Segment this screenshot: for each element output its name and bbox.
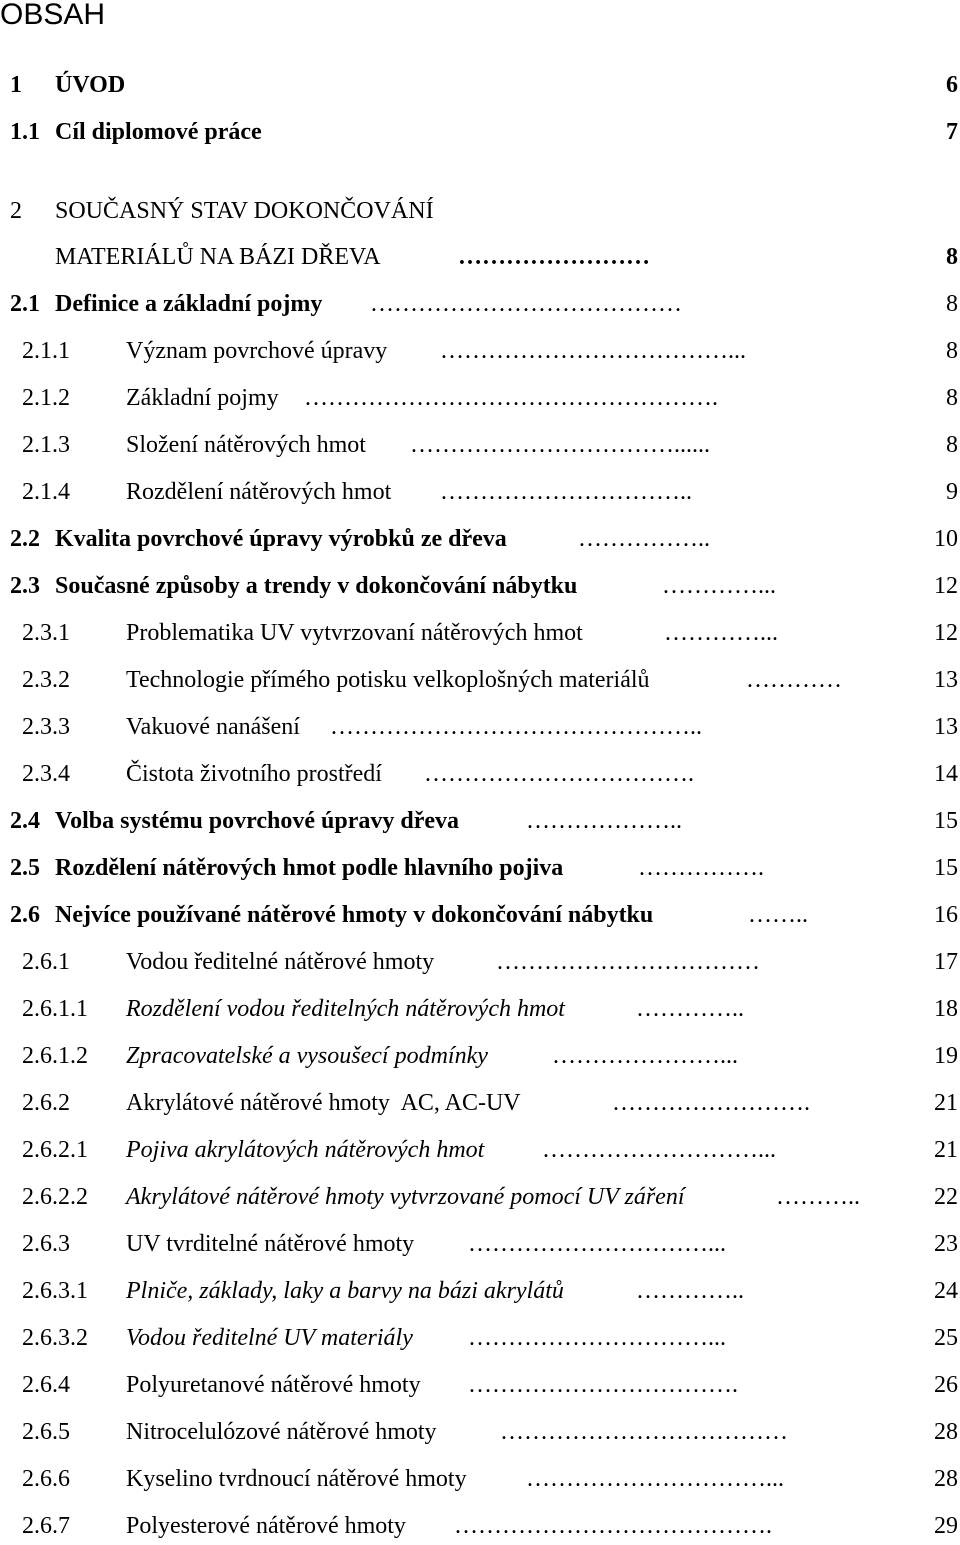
toc-entry-page: 26 bbox=[934, 1372, 958, 1398]
toc-entry-page: 6 bbox=[946, 72, 958, 98]
toc-entry-page: 8 bbox=[946, 338, 958, 364]
toc-entry-leader: ……………………………… bbox=[500, 1419, 788, 1445]
toc-entry-page: 12 bbox=[934, 573, 958, 599]
toc-entry[interactable] bbox=[0, 381, 960, 415]
toc-entry-number: 2.6.2.2 bbox=[22, 1184, 88, 1210]
toc-entry-title: Rozdělení vodou ředitelných nátěrových hmot bbox=[126, 996, 565, 1022]
toc-entry[interactable] bbox=[0, 569, 960, 603]
toc-entry-page: 25 bbox=[934, 1325, 958, 1351]
toc-entry-title: Základní pojmy bbox=[126, 385, 279, 411]
toc-entry[interactable] bbox=[0, 334, 960, 368]
toc-entry-number: 2.6.3.1 bbox=[22, 1278, 88, 1304]
toc-entry-number: 2 bbox=[10, 198, 22, 224]
toc-entry-leader: …………... bbox=[662, 573, 776, 599]
toc-entry[interactable] bbox=[0, 1274, 960, 1308]
toc-entry-page: 9 bbox=[946, 479, 958, 505]
toc-entry[interactable] bbox=[0, 898, 960, 932]
toc-entry-leader: ………………………….. bbox=[440, 479, 692, 505]
toc-entry-title: Vodou ředitelné nátěrové hmoty bbox=[126, 949, 435, 975]
toc-entry-leader: …………………………... bbox=[468, 1231, 726, 1257]
toc-entry-page: 28 bbox=[934, 1419, 958, 1445]
toc-entry-page: 14 bbox=[934, 761, 958, 787]
toc-entry-leader: ……………………………………….. bbox=[330, 714, 702, 740]
toc-entry[interactable] bbox=[0, 115, 960, 149]
toc-entry[interactable] bbox=[0, 522, 960, 556]
toc-entry-page: 8 bbox=[946, 432, 958, 458]
toc-entry[interactable] bbox=[0, 992, 960, 1026]
toc-entry-number: 2.2 bbox=[10, 526, 40, 552]
toc-entry-leader: ……………. bbox=[638, 855, 764, 881]
toc-entry-leader: …………….. bbox=[578, 526, 710, 552]
toc-entry[interactable] bbox=[0, 1415, 960, 1449]
toc-entry-leader: ………………………………... bbox=[440, 338, 746, 364]
toc-entry-title: Zpracovatelské a vysoušecí podmínky bbox=[126, 1043, 488, 1069]
toc-entry-leader: ………….. bbox=[636, 1278, 744, 1304]
toc-entry-title: Složení nátěrových hmot bbox=[126, 432, 366, 458]
toc-entry-leader: …………………………………. bbox=[454, 1513, 772, 1539]
toc-entry-leader: …………………... bbox=[552, 1043, 738, 1069]
toc-entry-number: 2.1.1 bbox=[22, 338, 70, 364]
toc-entry-leader: ……….. bbox=[776, 1184, 860, 1210]
toc-entry[interactable] bbox=[0, 757, 960, 791]
toc-entry-leader: ……………………………. bbox=[468, 1372, 738, 1398]
toc-entry-title: Akrylátové nátěrové hmoty vytvrzované pomocí UV záření bbox=[126, 1184, 685, 1210]
toc-entry[interactable] bbox=[0, 1227, 960, 1261]
toc-entry-number: 2.3.3 bbox=[22, 714, 70, 740]
toc-entry-number: 2.3 bbox=[10, 573, 40, 599]
toc-entry-title: Nejvíce používané nátěrové hmoty v dokončování nábytku bbox=[55, 902, 654, 928]
toc-entry-leader: ……………………. bbox=[612, 1090, 810, 1116]
toc-entry-title: Problematika UV vytvrzovaní nátěrových hmot bbox=[126, 620, 583, 646]
toc-entry-title: Současné způsoby a trendy v dokončování nábytku bbox=[55, 573, 578, 599]
toc-entry[interactable] bbox=[0, 1133, 960, 1167]
toc-entry-title: MATERIÁLŮ NA BÁZI DŘEVA bbox=[55, 244, 381, 270]
toc-entry[interactable] bbox=[0, 663, 960, 697]
toc-entry-title: Polyesterové nátěrové hmoty bbox=[126, 1513, 406, 1539]
toc-entry-leader: …………………………... bbox=[468, 1325, 726, 1351]
toc-entry-number: 2.6.5 bbox=[22, 1419, 70, 1445]
toc-entry-title: Vodou ředitelné UV materiály bbox=[126, 1325, 413, 1351]
toc-entry-page: 8 bbox=[946, 244, 958, 270]
toc-entry-title: UV tvrditelné nátěrové hmoty bbox=[126, 1231, 415, 1257]
toc-entry-title: Kyselino tvrdnoucí nátěrové hmoty bbox=[126, 1466, 467, 1492]
toc-entry-page: 16 bbox=[934, 902, 958, 928]
toc-entry-number: 2.6.1.1 bbox=[22, 996, 88, 1022]
toc-entry-page: 13 bbox=[934, 714, 958, 740]
toc-entry-leader: …………………………... bbox=[526, 1466, 784, 1492]
toc-entry[interactable] bbox=[0, 1039, 960, 1073]
toc-entry-title: Pojiva akrylátových nátěrových hmot bbox=[126, 1137, 485, 1163]
toc-entry-number: 2.6 bbox=[10, 902, 40, 928]
toc-entry[interactable] bbox=[0, 428, 960, 462]
toc-entry[interactable] bbox=[0, 1368, 960, 1402]
toc-entry[interactable] bbox=[0, 1321, 960, 1355]
toc-entry-page: 8 bbox=[946, 291, 958, 317]
toc-entry-leader: ………… bbox=[746, 667, 842, 693]
toc-entry-page: 28 bbox=[934, 1466, 958, 1492]
toc-entry-number: 2.6.2.1 bbox=[22, 1137, 88, 1163]
toc-entry-page: 12 bbox=[934, 620, 958, 646]
toc-entry[interactable] bbox=[0, 851, 960, 885]
toc-entry-page: 7 bbox=[946, 119, 958, 145]
toc-entry-page: 18 bbox=[934, 996, 958, 1022]
toc-entry-title: Akrylátové nátěrové hmoty AC, AC-UV bbox=[126, 1090, 521, 1116]
toc-entry-title: Polyuretanové nátěrové hmoty bbox=[126, 1372, 421, 1398]
toc-entry-leader: …….. bbox=[748, 902, 808, 928]
toc-entry-page: 15 bbox=[934, 855, 958, 881]
toc-entry-title: Technologie přímého potisku velkoplošných materiálů bbox=[126, 667, 650, 693]
toc-entry[interactable] bbox=[0, 616, 960, 650]
toc-entry-number: 2.1 bbox=[10, 291, 40, 317]
toc-entry[interactable] bbox=[0, 287, 960, 321]
toc-entry-title: SOUČASNÝ STAV DOKONČOVÁNÍ bbox=[55, 198, 434, 224]
toc-entry[interactable] bbox=[0, 68, 960, 102]
toc-entry-title: Volba systému povrchové úpravy dřeva bbox=[55, 808, 460, 834]
toc-entry-title: Význam povrchové úpravy bbox=[126, 338, 388, 364]
toc-entry-number: 2.3.1 bbox=[22, 620, 70, 646]
toc-entry[interactable] bbox=[0, 194, 960, 228]
toc-entry-title: Nitrocelulózové nátěrové hmoty bbox=[126, 1419, 437, 1445]
toc-entry-number: 2.6.6 bbox=[22, 1466, 70, 1492]
toc-entry-page: 22 bbox=[934, 1184, 958, 1210]
toc-entry-leader: …………………………… bbox=[496, 949, 760, 975]
toc-entry-number: 1 bbox=[10, 72, 22, 98]
toc-entry-number: 2.6.3 bbox=[22, 1231, 70, 1257]
toc-entry-page: 29 bbox=[934, 1513, 958, 1539]
toc-entry-number: 2.6.7 bbox=[22, 1513, 70, 1539]
toc-entry[interactable] bbox=[0, 710, 960, 744]
toc-entry-title: Čistota životního prostředí bbox=[126, 761, 382, 787]
toc-entry-page: 13 bbox=[934, 667, 958, 693]
toc-entry[interactable] bbox=[0, 240, 960, 274]
toc-entry-number: 2.1.3 bbox=[22, 432, 70, 458]
toc-entry[interactable] bbox=[0, 1462, 960, 1496]
toc-entry-number: 1.1 bbox=[10, 119, 40, 145]
toc-entry-page: 23 bbox=[934, 1231, 958, 1257]
toc-entry-number: 2.6.2 bbox=[22, 1090, 70, 1116]
toc-entry-page: 15 bbox=[934, 808, 958, 834]
toc-entry-number: 2.6.4 bbox=[22, 1372, 70, 1398]
toc-entry-number: 2.6.3.2 bbox=[22, 1325, 88, 1351]
toc-entry-title: ÚVOD bbox=[55, 72, 126, 98]
toc-entry-leader: ……………………………...... bbox=[410, 432, 710, 458]
toc-entry[interactable] bbox=[0, 1180, 960, 1214]
toc-entry-number: 2.3.2 bbox=[22, 667, 70, 693]
toc-entry-number: 2.5 bbox=[10, 855, 40, 881]
toc-entry-page: 19 bbox=[934, 1043, 958, 1069]
toc-entry-page: 21 bbox=[934, 1137, 958, 1163]
toc-entry-leader: ………………………... bbox=[542, 1137, 776, 1163]
toc-entry-number: 2.6.1.2 bbox=[22, 1043, 88, 1069]
toc-entry-title: Plniče, základy, laky a barvy na bázi akrylátů bbox=[126, 1278, 564, 1304]
toc-entry-title: Rozdělení nátěrových hmot podle hlavního pojiva bbox=[55, 855, 564, 881]
toc-entry[interactable] bbox=[0, 804, 960, 838]
toc-entry-leader: …………………… bbox=[458, 244, 650, 270]
toc-entry-number: 2.4 bbox=[10, 808, 40, 834]
toc-entry-number: 2.6.1 bbox=[22, 949, 70, 975]
toc-entry-page: 21 bbox=[934, 1090, 958, 1116]
toc-entry[interactable] bbox=[0, 945, 960, 979]
toc-entry[interactable] bbox=[0, 1509, 960, 1543]
toc-entry-page: 17 bbox=[934, 949, 958, 975]
toc-entry-title: Kvalita povrchové úpravy výrobků ze dřeva bbox=[55, 526, 507, 552]
toc-entry-title: Rozdělení nátěrových hmot bbox=[126, 479, 392, 505]
page-title: OBSAH bbox=[0, 0, 106, 31]
toc-entry-leader: …………... bbox=[664, 620, 778, 646]
toc-entry-leader: ……………………………. bbox=[424, 761, 694, 787]
toc-entry-leader: ……………….. bbox=[526, 808, 682, 834]
toc-entry-page: 10 bbox=[934, 526, 958, 552]
toc-entry-number: 2.1.2 bbox=[22, 385, 70, 411]
toc-entry-leader: ………………………………… bbox=[370, 291, 682, 317]
toc-entry[interactable] bbox=[0, 475, 960, 509]
toc-entry-page: 8 bbox=[946, 385, 958, 411]
toc-entry-title: Cíl diplomové práce bbox=[55, 119, 262, 145]
toc-entry[interactable] bbox=[0, 1086, 960, 1120]
toc-entry-leader: ……………………………………………. bbox=[304, 385, 718, 411]
toc-entry-title: Definice a základní pojmy bbox=[55, 291, 323, 317]
toc-entry-number: 2.3.4 bbox=[22, 761, 70, 787]
toc-entry-number: 2.1.4 bbox=[22, 479, 70, 505]
toc-entry-leader: ………….. bbox=[636, 996, 744, 1022]
toc-entry-page: 24 bbox=[934, 1278, 958, 1304]
toc-entry-title: Vakuové nanášení bbox=[126, 714, 300, 740]
